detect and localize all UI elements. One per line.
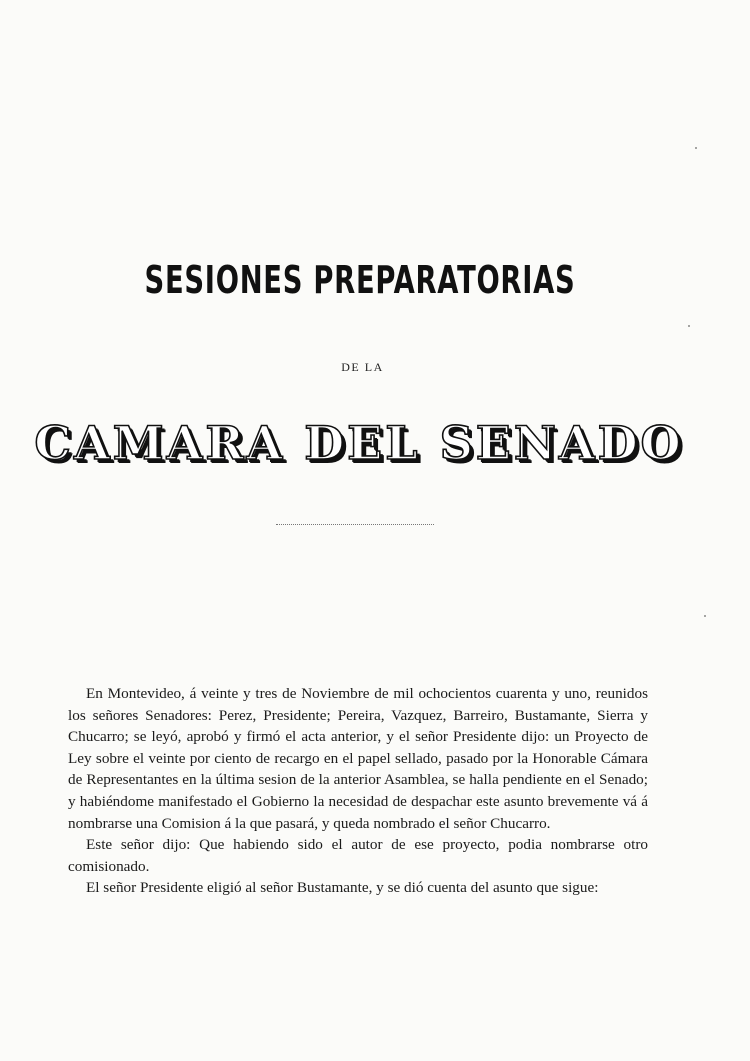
paragraph: En Montevideo, á veinte y tres de Noviembre de mil ochocientos cuarenta y uno, reunidos los señores Senadores: Perez, Presidente; Pereira, Vazquez, Barreiro, Bustamante, Sierra y Chucarro; se leyó, aprobó y firmó el acta anterior, y el señor Presidente dijo: un Proyecto de Ley sobre el veinte por ciento de recargo en el papel sellado, pasado por la Honorable Cámara de Representantes en la última sesion de la anterior Asamblea, se halla pendiente en el Senado; y habiéndome manifestado el Gobierno la necesidad de despachar este asunto brevemente vá á nombrarse una Comision á la que pasará, y queda nombrado el señor Chucarro. [68,685,648,832]
paragraph: Este señor dijo: Que habiendo sido el autor de ese proyecto, podia nombrarse otro comisionado. [68,836,648,875]
subtitle: DE LA [341,360,384,374]
main-title: SESIONES PREPARATORIAS [144,258,576,302]
paper-speck [695,147,697,149]
decorative-title: CAMARA DEL SENADO [34,416,684,470]
body-text [68,683,648,899]
divider-rule [276,524,434,525]
paragraph: El señor Presidente eligió al señor Bustamante, y se dió cuenta del asunto que sigue: [86,879,599,897]
paper-speck [704,615,706,617]
paper-speck [688,325,690,327]
